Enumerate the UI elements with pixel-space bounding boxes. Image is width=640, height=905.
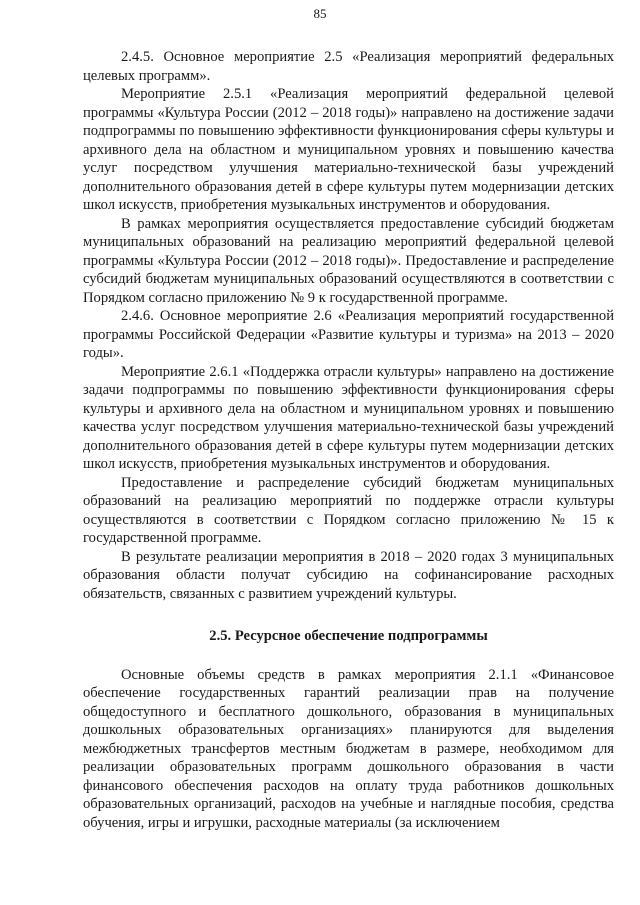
paragraph-subsidies-culture: Предоставление и распределение субсидий бюджетам муниципальных образований на реализацию мероприятий по поддержке отрасли культуры осуществляются в соответствии с Порядком согласно приложению № 15 к государственной программе. [83,474,614,546]
paragraph-2-4-6: 2.4.6. Основное мероприятие 2.6 «Реализация мероприятий государственной программы Российской Федерации «Развитие культуры и туризма» на 2013 – 2020 годы». [83,308,614,361]
paragraph-results: В результате реализации мероприятия в 2018 – 2020 годах 3 муниципальных образования области получат субсидию на софинансирование расходных обязательств, связанных с развитием учреждений культуры. [83,548,614,602]
section-heading: 2.5. Ресурсное обеспечение подпрограммы [209,628,488,644]
paragraph-resources: Основные объемы средств в рамках мероприятия 2.1.1 «Финансовое обеспечение государственных гарантий реализации прав на получение общедоступного и бесплатного дошкольного, образования в муниципальных дошкольных образовательных организациях» планируются для выделения межбюджетных трансфертов местным бюджетам в размере, необходимом для реализации образовательных программ дошкольного образования в части финансового обеспечения расходов на оплату труда работников дошкольных образовательных организаций, расходов на учебные и наглядные пособия, средства обучения, игры и игрушки, расходные материалы (за исключением [83,666,614,831]
paragraph-subsidies-federal: В рамках мероприятия осуществляется предоставление субсидий бюджетам муниципальных образований на реализацию мероприятий федеральной целевой программы «Культура России (2012 – 2018 годы)». Предоставление и распределение субсидий бюджетам муниципальных образований осуществляются в соответствии с Порядком согласно приложению № 9 к государственной программе. [83,215,614,306]
paragraph-2-5-1: Мероприятие 2.5.1 «Реализация мероприятий федеральной целевой программы «Культура России (2012 – 2018 годы)» направлено на достижение задачи подпрограммы по повышению эффективности функционирования сферы культуры и архивного дела на областном и муниципальном уровнях и повышению качества услуг посредством улучшения материально-технической базы учреждений дополнительного образования детей в сфере культуры путем модернизации детских школ искусств, приобретения музыкальных инструментов и оборудования. [83,86,614,213]
paragraph-2-6-1: Мероприятие 2.6.1 «Поддержка отрасли культуры» направлено на достижение задачи подпрограммы по повышению эффективности функционирования сферы культуры и архивного дела на областном и муниципальном уровнях и повышению качества услуг посредством улучшения материально-технической базы учреждений дополнительного образования детей в сфере культуры путем модернизации детских школ искусств, приобретения музыкальных инструментов и оборудования. [83,363,614,472]
page-number: 85 [313,6,327,21]
page-content [83,48,614,832]
paragraph-2-4-5: 2.4.5. Основное мероприятие 2.5 «Реализация мероприятий федеральных целевых программ». [83,49,614,84]
